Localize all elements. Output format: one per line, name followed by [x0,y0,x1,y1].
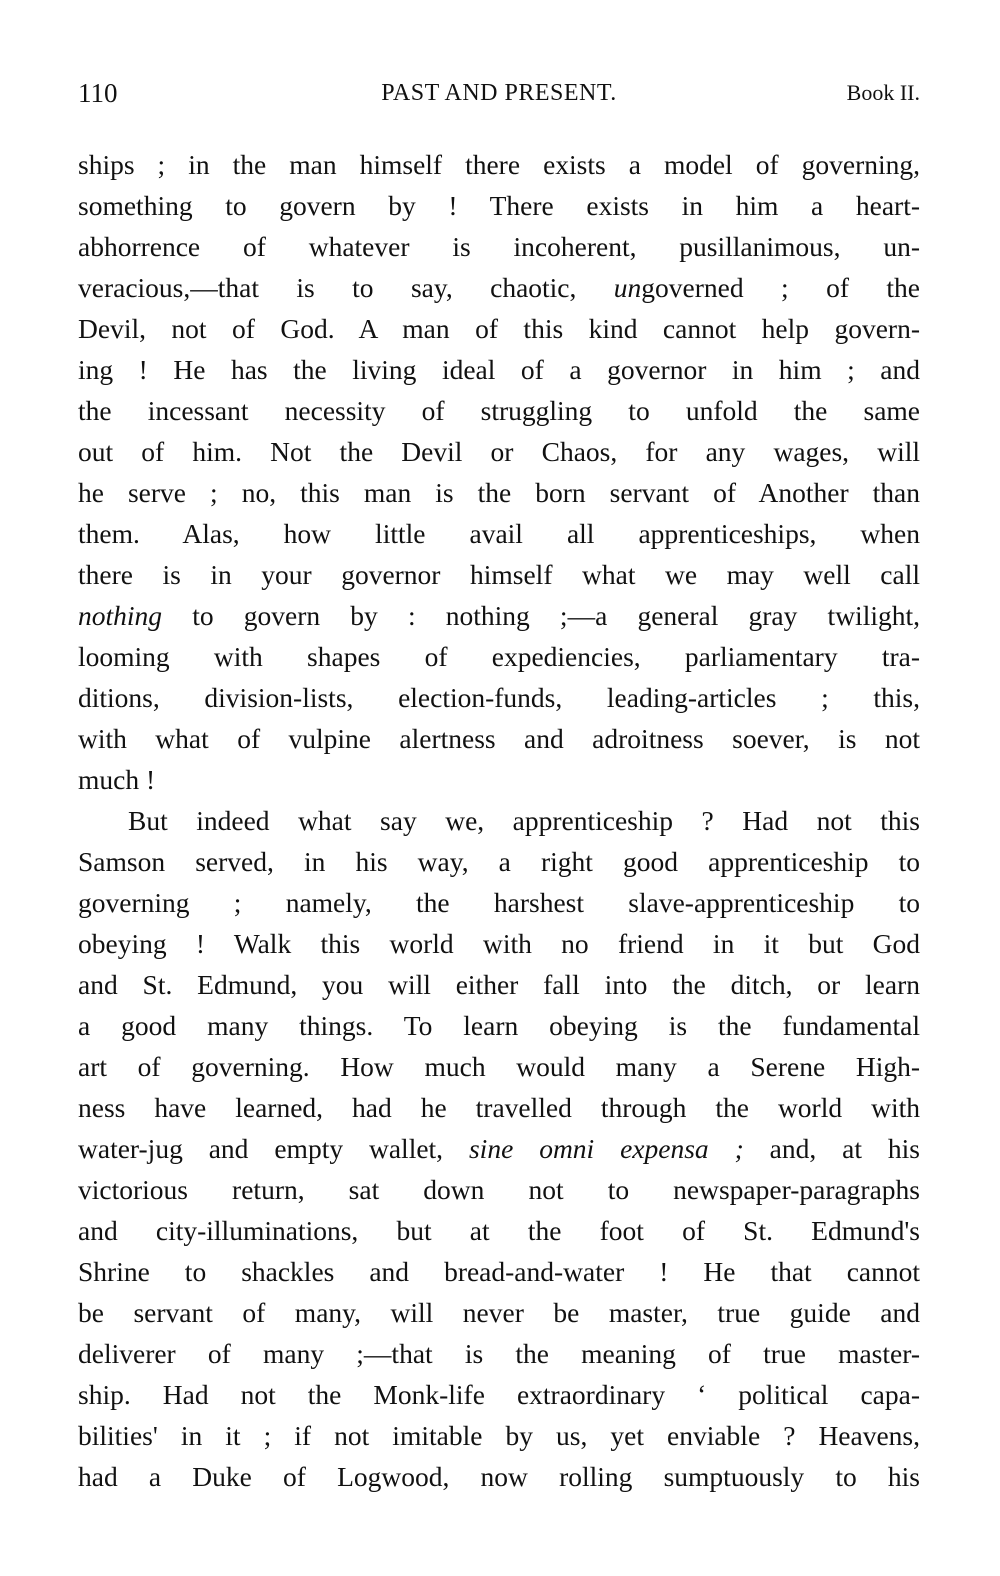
text-line [78,472,920,513]
text-line [78,1210,920,1251]
text-line [78,1456,920,1497]
text-segment: deliverer of many ;—that is the meaning of true master- [78,1338,920,1369]
text-line [78,1415,920,1456]
italic-text: un [613,272,642,303]
text-line [78,841,920,882]
text-segment: bilities' in it ; if not imitable by us, yet enviable ? Heavens, [78,1420,920,1451]
page-body-text [78,144,920,1497]
paragraph [78,800,920,1497]
text-line [78,308,920,349]
text-segment: ditions, division-lists, election-funds, leading-articles ; this, [78,682,920,713]
text-segment: obeying ! Walk this world with no friend in it but God [78,928,920,959]
text-line [78,882,920,923]
text-segment: and city-illuminations, but at the foot of St. Edmund's [78,1215,920,1246]
text-line [78,923,920,964]
text-segment: abhorrence of whatever is incoherent, pusillanimous, un- [78,231,920,262]
text-segment: art of governing. How much would many a Serene High- [78,1051,920,1082]
text-line [78,226,920,267]
text-segment: water-jug and empty wallet, [78,1133,469,1164]
running-header [78,78,920,112]
text-line [78,800,920,841]
text-segment: ing ! He has the living ideal of a governor in him ; and [78,354,920,385]
text-segment: looming with shapes of expediencies, parliamentary tra- [78,641,920,672]
text-segment: out of him. Not the Devil or Chaos, for any wages, will [78,436,920,467]
text-line [78,1374,920,1415]
text-segment: victorious return, sat down not to newspaper-paragraphs [78,1174,920,1205]
text-segment: a good many things. To learn obeying is the fundamental [78,1010,920,1041]
paragraph [78,144,920,800]
text-line [78,1087,920,1128]
text-segment: veracious,—that is to say, chaotic, [78,272,614,303]
text-line [78,759,920,800]
running-title: PAST AND PRESENT. [381,80,617,106]
text-line [78,267,920,308]
text-line [78,1292,920,1333]
text-segment: But indeed what say we, apprenticeship ? Had not this [128,805,920,836]
text-segment: ships ; in the man himself there exists a model of governing, [78,149,920,180]
text-line [78,636,920,677]
text-segment: Devil, not of God. A man of this kind cannot help govern- [78,313,920,344]
book-label: Book II. [846,80,920,105]
text-line [78,144,920,185]
italic-text: nothing [78,600,163,631]
text-line [78,513,920,554]
text-segment: ness have learned, had he travelled through the world with [78,1092,920,1123]
text-segment: with what of vulpine alertness and adroitness soever, is not [78,723,920,754]
text-segment: them. Alas, how little avail all apprenticeships, when [78,518,920,549]
text-line [78,390,920,431]
text-line [78,1169,920,1210]
text-segment: to govern by : nothing ;—a general gray twilight, [162,600,920,631]
text-segment: Samson served, in his way, a right good apprenticeship to [78,846,920,877]
text-line [78,964,920,1005]
text-segment: something to govern by ! There exists in him a heart- [78,190,920,221]
text-segment: the incessant necessity of struggling to unfold the same [78,395,920,426]
text-segment: there is in your governor himself what we may well call [78,559,920,590]
text-segment: Shrine to shackles and bread-and-water ! He that cannot [78,1256,920,1287]
italic-text: sine omni expensa ; [468,1133,744,1164]
text-line [78,677,920,718]
text-line [78,718,920,759]
text-segment: be servant of many, will never be master, true guide and [78,1297,920,1328]
text-line [78,1251,920,1292]
page-number: 110 [78,78,118,108]
text-segment: much ! [78,764,156,795]
text-line [78,185,920,226]
text-line [78,554,920,595]
text-segment: had a Duke of Logwood, now rolling sumptuously to his [78,1461,920,1492]
text-line [78,349,920,390]
text-segment: and, at his [743,1133,921,1164]
text-segment: ship. Had not the Monk-life extraordinary ‘ political capa- [78,1379,920,1410]
text-segment: and St. Edmund, you will either fall into the ditch, or learn [78,969,920,1000]
text-line [78,595,920,636]
text-line [78,1005,920,1046]
text-line [78,431,920,472]
text-line [78,1128,920,1169]
text-segment: he serve ; no, this man is the born servant of Another than [78,477,920,508]
text-line [78,1046,920,1087]
text-line [78,1333,920,1374]
text-segment: governing ; namely, the harshest slave-apprenticeship to [78,887,920,918]
text-segment: governed ; of the [641,272,920,303]
